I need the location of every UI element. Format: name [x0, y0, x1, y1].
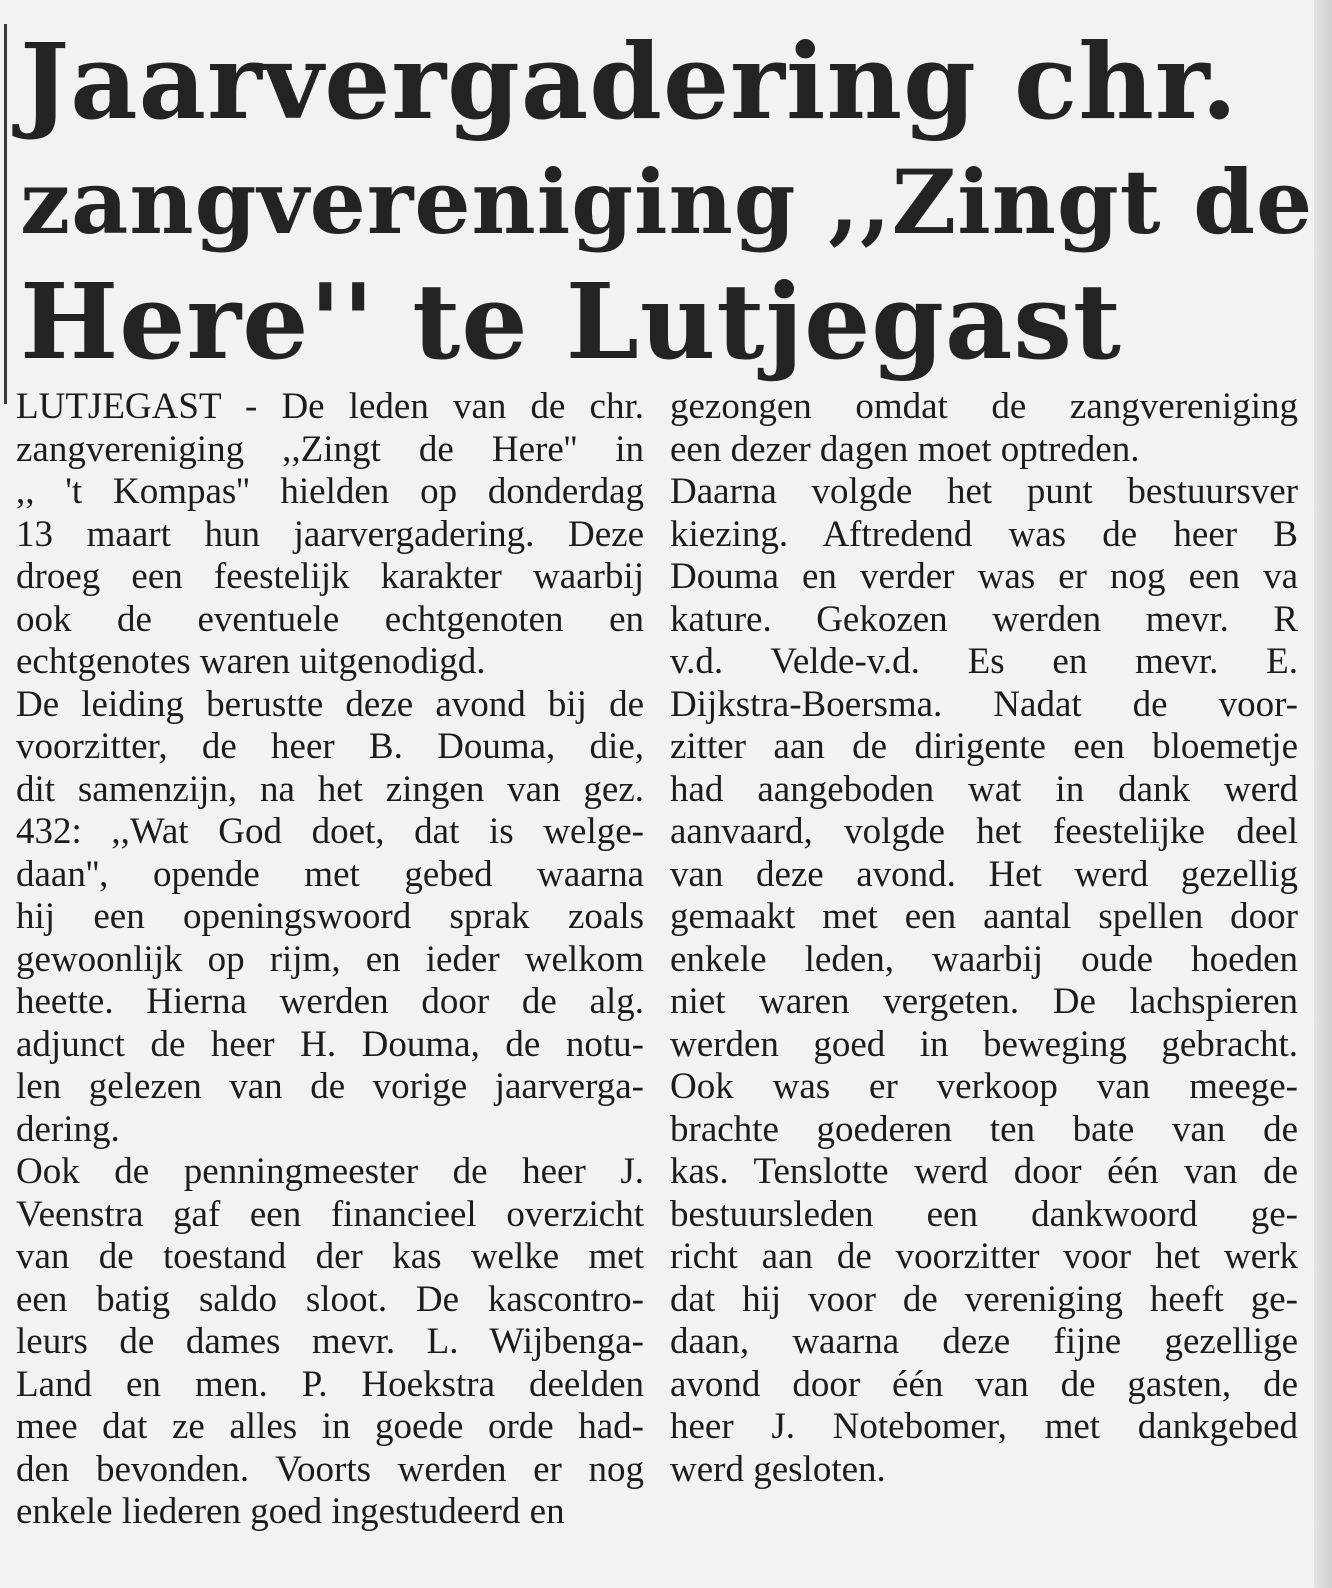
text-line: enkele leden, waarbij oude hoeden — [670, 938, 1298, 980]
text-line: Veenstra gaf een financieel overzicht — [16, 1193, 644, 1235]
headline-line: Jaarvergadering chr. — [20, 20, 1239, 143]
article-paragraph — [670, 386, 1298, 471]
paper-edge-shadow — [1314, 0, 1332, 1588]
text-line: een dezer dagen moet optreden. — [670, 428, 1140, 470]
article-paragraph — [670, 471, 1298, 1491]
text-line: heette. Hierna werden door de alg. — [16, 981, 644, 1022]
article-column-right — [670, 386, 1298, 1491]
text-line: gewoonlijk op rijm, en ieder welkom — [16, 938, 644, 980]
text-line: Ook de penningmeester de heer J. — [16, 1151, 644, 1192]
text-line: zitter aan de dirigente een bloemetje — [670, 726, 1298, 767]
text-line: 13 maart hun jaarvergadering. Deze — [16, 513, 644, 555]
text-line: v.d. Velde-v.d. Es en mevr. E. — [670, 641, 1298, 682]
article-paragraph — [16, 684, 644, 1152]
text-line: werden goed in beweging gebracht. — [670, 1023, 1298, 1065]
text-line: daan'', opende met gebed waarna — [16, 853, 644, 895]
article-paragraph — [16, 386, 644, 684]
text-line: gemaakt met een aantal spellen door — [670, 896, 1298, 937]
text-line: LUTJEGAST - De leden van de chr. — [16, 386, 644, 427]
text-line: van deze avond. Het werd gezellig — [670, 853, 1298, 895]
text-line: dat hij voor de vereniging heeft ge- — [670, 1278, 1298, 1320]
text-line: kiezing. Aftredend was de heer B — [670, 513, 1298, 555]
text-line: 432: ,,Wat God doet, dat is welge- — [16, 811, 644, 852]
text-line: avond door één van de gasten, de — [670, 1363, 1298, 1405]
text-line: leurs de dames mevr. L. Wijbenga- — [16, 1321, 644, 1362]
text-line: Ook was er verkoop van meege- — [670, 1066, 1298, 1107]
text-line: dering. — [16, 1108, 120, 1150]
text-line: heer J. Notebomer, met dankgebed — [670, 1406, 1298, 1447]
text-line: Douma en verder was er nog een va — [670, 556, 1298, 597]
text-line: Dijkstra-Boersma. Nadat de voor- — [670, 683, 1298, 725]
text-line: den bevonden. Voorts werden er nog — [16, 1448, 644, 1490]
text-line: enkele liederen goed ingestudeerd en — [16, 1491, 565, 1532]
text-line: zangvereniging ,,Zingt de Here'' in — [16, 428, 644, 470]
text-line: gezongen omdat de zangvereniging — [670, 386, 1298, 427]
text-line: ook de eventuele echtgenoten en — [16, 598, 644, 640]
clipping-edge-shadow — [4, 24, 7, 404]
article-paragraph — [16, 1151, 644, 1534]
text-line: echtgenotes waren uitgenodigd. — [16, 641, 486, 682]
text-line: De leiding berustte deze avond bij de — [16, 683, 644, 725]
text-line: kas. Tenslotte werd door één van de — [670, 1151, 1298, 1192]
text-line: aanvaard, volgde het feestelijke deel — [670, 811, 1298, 852]
text-line: adjunct de heer H. Douma, de notu- — [16, 1023, 644, 1065]
text-line: Daarna volgde het punt bestuursver — [670, 471, 1298, 512]
text-line: len gelezen van de vorige jaarverga- — [16, 1066, 644, 1107]
text-line: een batig saldo sloot. De kascontro- — [16, 1278, 644, 1320]
headline-line: Here'' te Lutjegast — [20, 260, 1122, 383]
text-line: daan, waarna deze fijne gezellige — [670, 1321, 1298, 1362]
text-line: werd gesloten. — [670, 1448, 886, 1490]
text-line: richt aan de voorzitter voor het werk — [670, 1236, 1298, 1277]
text-line: Land en men. P. Hoekstra deelden — [16, 1363, 644, 1405]
text-line: kature. Gekozen werden mevr. R — [670, 598, 1298, 640]
text-line: brachte goederen ten bate van de — [670, 1108, 1298, 1150]
text-line: voorzitter, de heer B. Douma, die, — [16, 726, 644, 767]
text-line: ,, 't Kompas'' hielden op donderdag — [16, 471, 644, 512]
text-line: niet waren vergeten. De lachspieren — [670, 981, 1298, 1022]
article-headline — [20, 20, 1314, 383]
text-line: droeg een feestelijk karakter waarbij — [16, 556, 644, 597]
text-line: had aangeboden wat in dank werd — [670, 768, 1298, 810]
text-line: van de toestand der kas welke met — [16, 1236, 644, 1277]
headline-line: zangvereniging ,,Zingt de — [20, 150, 1314, 254]
text-line: bestuursleden een dankwoord ge- — [670, 1193, 1298, 1235]
text-line: hij een openingswoord sprak zoals — [16, 896, 644, 937]
article-column-left — [16, 386, 644, 1534]
text-line: dit samenzijn, na het zingen van gez. — [16, 768, 644, 810]
text-line: mee dat ze alles in goede orde had- — [16, 1406, 644, 1447]
